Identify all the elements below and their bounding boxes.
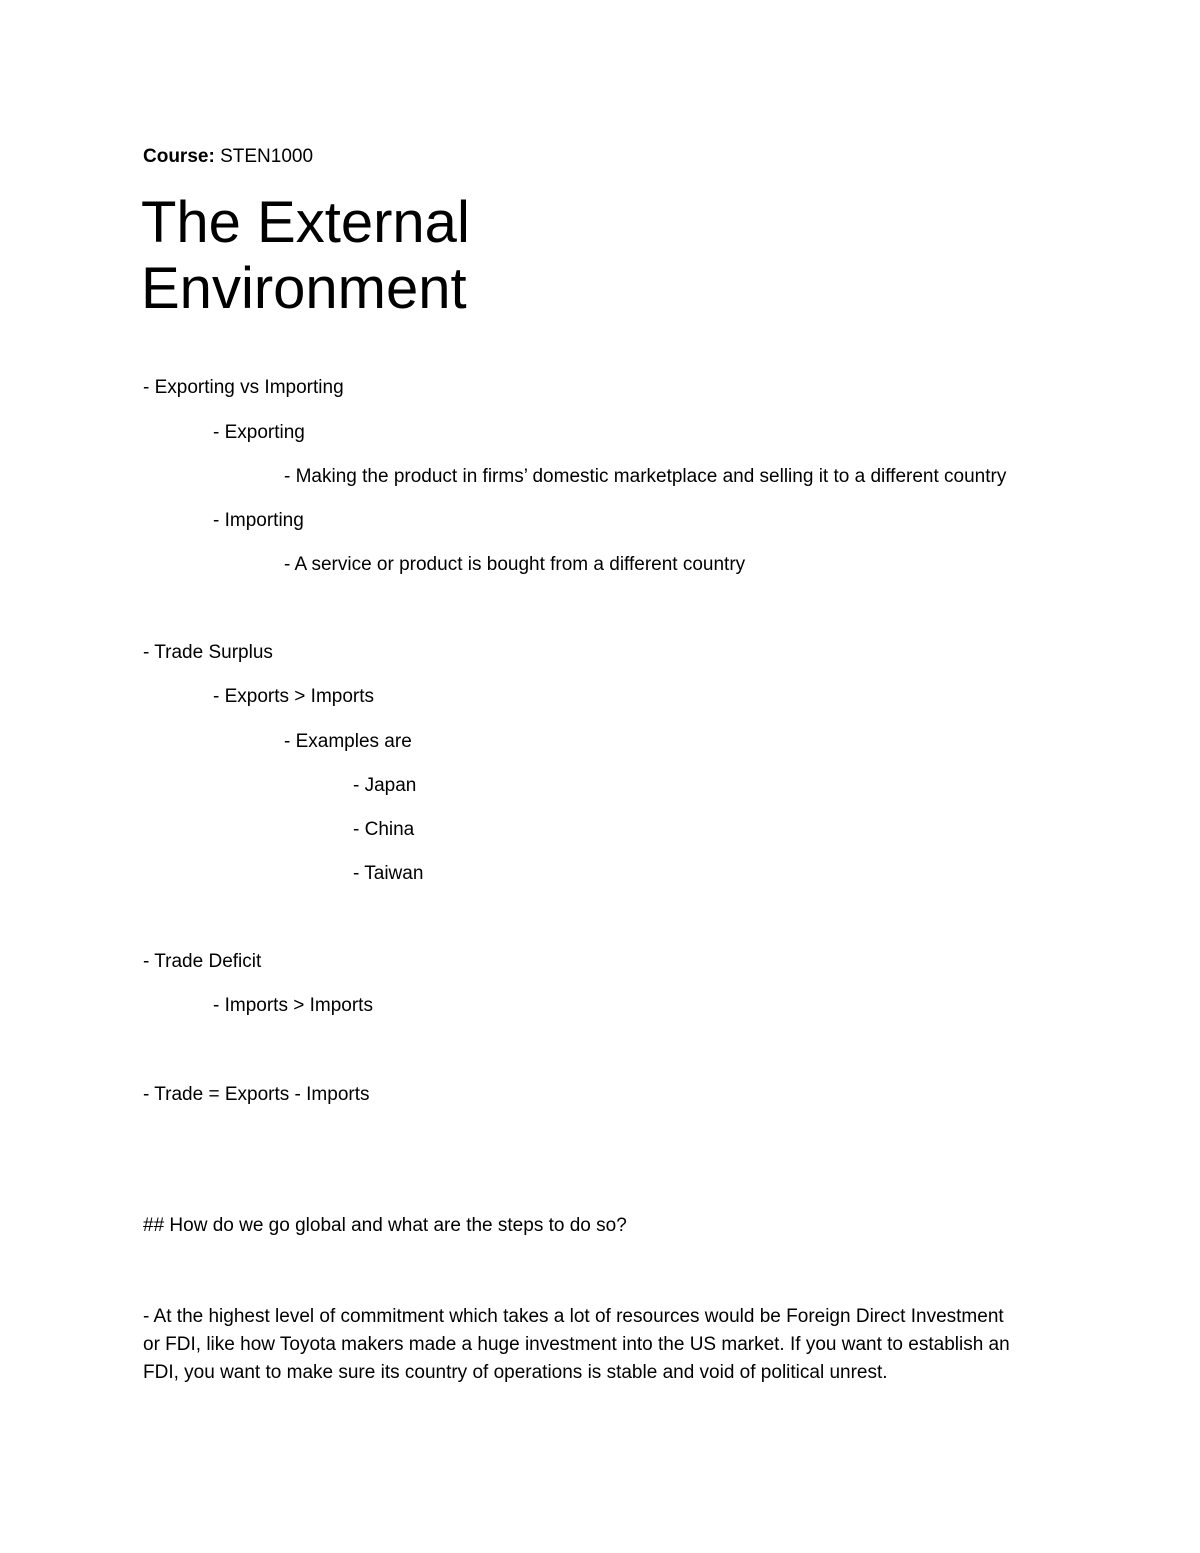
course-line [143, 146, 313, 168]
bullet-trade-formula: - Trade = Exports - Imports [143, 1084, 370, 1105]
bullet-taiwan: - Taiwan [353, 863, 424, 884]
document-title [141, 190, 470, 322]
bullet-japan: - Japan [353, 775, 417, 796]
bullet-importing-definition: - A service or product is bought from a different country [284, 554, 746, 575]
course-code: STEN1000 [220, 146, 314, 167]
bullet-exports-gt-imports: - Exports > Imports [213, 686, 375, 707]
bullet-importing: - Importing [213, 510, 304, 531]
course-label: Course: [143, 146, 215, 167]
bullet-china: - China [353, 819, 415, 840]
paragraph-line-1: - At the highest level of commitment which takes a lot of resources would be Foreign Direct Investment [143, 1306, 1004, 1327]
bullet-exporting-vs-importing: - Exporting vs Importing [143, 377, 344, 398]
bullet-exporting-definition: - Making the product in firms’ domestic marketplace and selling it to a different country [284, 466, 1007, 487]
bullet-trade-surplus: - Trade Surplus [143, 642, 273, 663]
title-line-2: Environment [141, 256, 467, 321]
paragraph-line-2: or FDI, like how Toyota makers made a huge investment into the US market. If you want to establish an [143, 1334, 1010, 1355]
paragraph-line-3: FDI, you want to make sure its country of operations is stable and void of political unrest. [143, 1362, 888, 1383]
section-heading: ## How do we go global and what are the steps to do so? [143, 1215, 627, 1236]
fdi-paragraph [143, 1303, 1058, 1387]
bullet-trade-deficit: - Trade Deficit [143, 951, 262, 972]
title-line-1: The External [141, 190, 470, 255]
bullet-imports-gt-imports: - Imports > Imports [213, 995, 373, 1016]
bullet-examples: - Examples are [284, 731, 412, 752]
bullet-exporting: - Exporting [213, 422, 305, 443]
